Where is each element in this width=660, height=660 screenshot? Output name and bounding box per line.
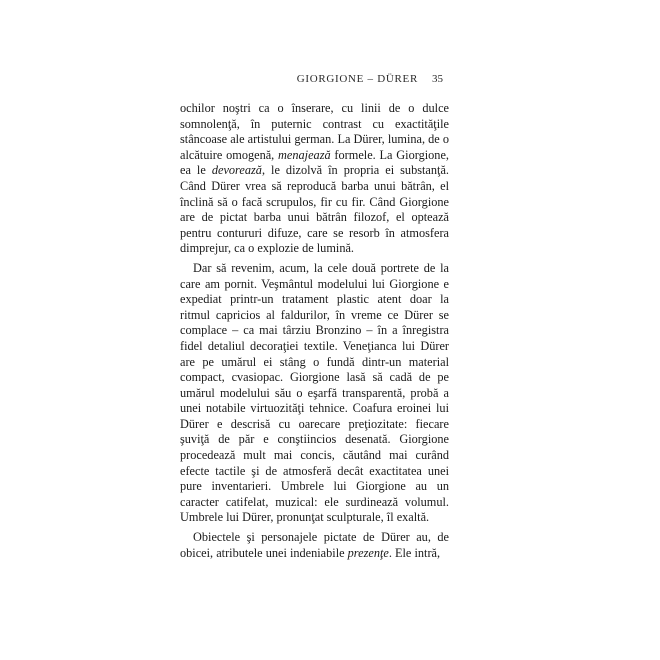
page-number: 35	[432, 73, 443, 85]
italic-term: menajează	[278, 147, 331, 162]
body-text	[180, 101, 449, 561]
italic-term: devorează	[211, 163, 262, 178]
paragraph	[180, 261, 449, 526]
text-run: , le dizolvă în propria ei substanţă. Când Dürer vrea să reproducă barba unui bătrân, el înclină să o facă scrupulos, fir cu fir. Când Giorgione are de pictat barba unui bătrân filozof, el optează pentru contururi difuze, care se resorb în atmosfera dimprejur, ca o explozie de lumină.	[180, 163, 449, 256]
italic-term: prezenţe	[347, 545, 389, 560]
text-run: formele. La Giorgione, ea le	[180, 147, 449, 178]
text-run: Obiectele şi personajele pictate de Dürer au, de obicei, atributele unei indeniabile	[180, 530, 449, 560]
running-head-title: GIORGIONE – DÜRER	[296, 73, 418, 85]
text-run: ochilor noştri ca o înserare, cu linii de o dulce somnolenţă, în puternic contrast cu exactităţile stâncoase ale artistului german. La Dürer, lumina, de o alcătuire omogenă,	[180, 101, 449, 162]
text-run: Dar să revenim, acum, la cele două portrete de la care am pornit. Veşmântul modelului lui Giorgione e expediat printr-un tratament plastic atent doar la ritmul capricios al faldurilor, în vreme ce Dürer se complace – ca mai târziu Bronzino – în a înregistra fidel detaliul decoraţiei textile. Veneţianca lui Dürer are pe umărul ei stâng o fundă dintr-un material compact, cvasiopac. Giorgione lasă să cadă de pe umărul modelului său o eşarfă transparentă, probă a unei notabile virtuozităţi tehnice. Coafura eroinei lui Dürer e descrisă cu oarecare preţiozitate: fiecare şuviţă de păr e conştiincios desenată. Giorgione procedează mult mai concis, căutând mai curând efecte tactile şi de atmosferă decât exactitatea unei pure inventarieri. Umbrele lui Giorgione au un caracter catifelat, muzical: ele surdinează volumul. Umbrele lui Dürer, pronunţat sculpturale, îl exaltă.	[180, 260, 449, 525]
paragraph	[180, 530, 449, 561]
text-run: . Ele intră,	[388, 545, 441, 560]
running-head	[297, 73, 443, 85]
paragraph	[180, 101, 449, 257]
